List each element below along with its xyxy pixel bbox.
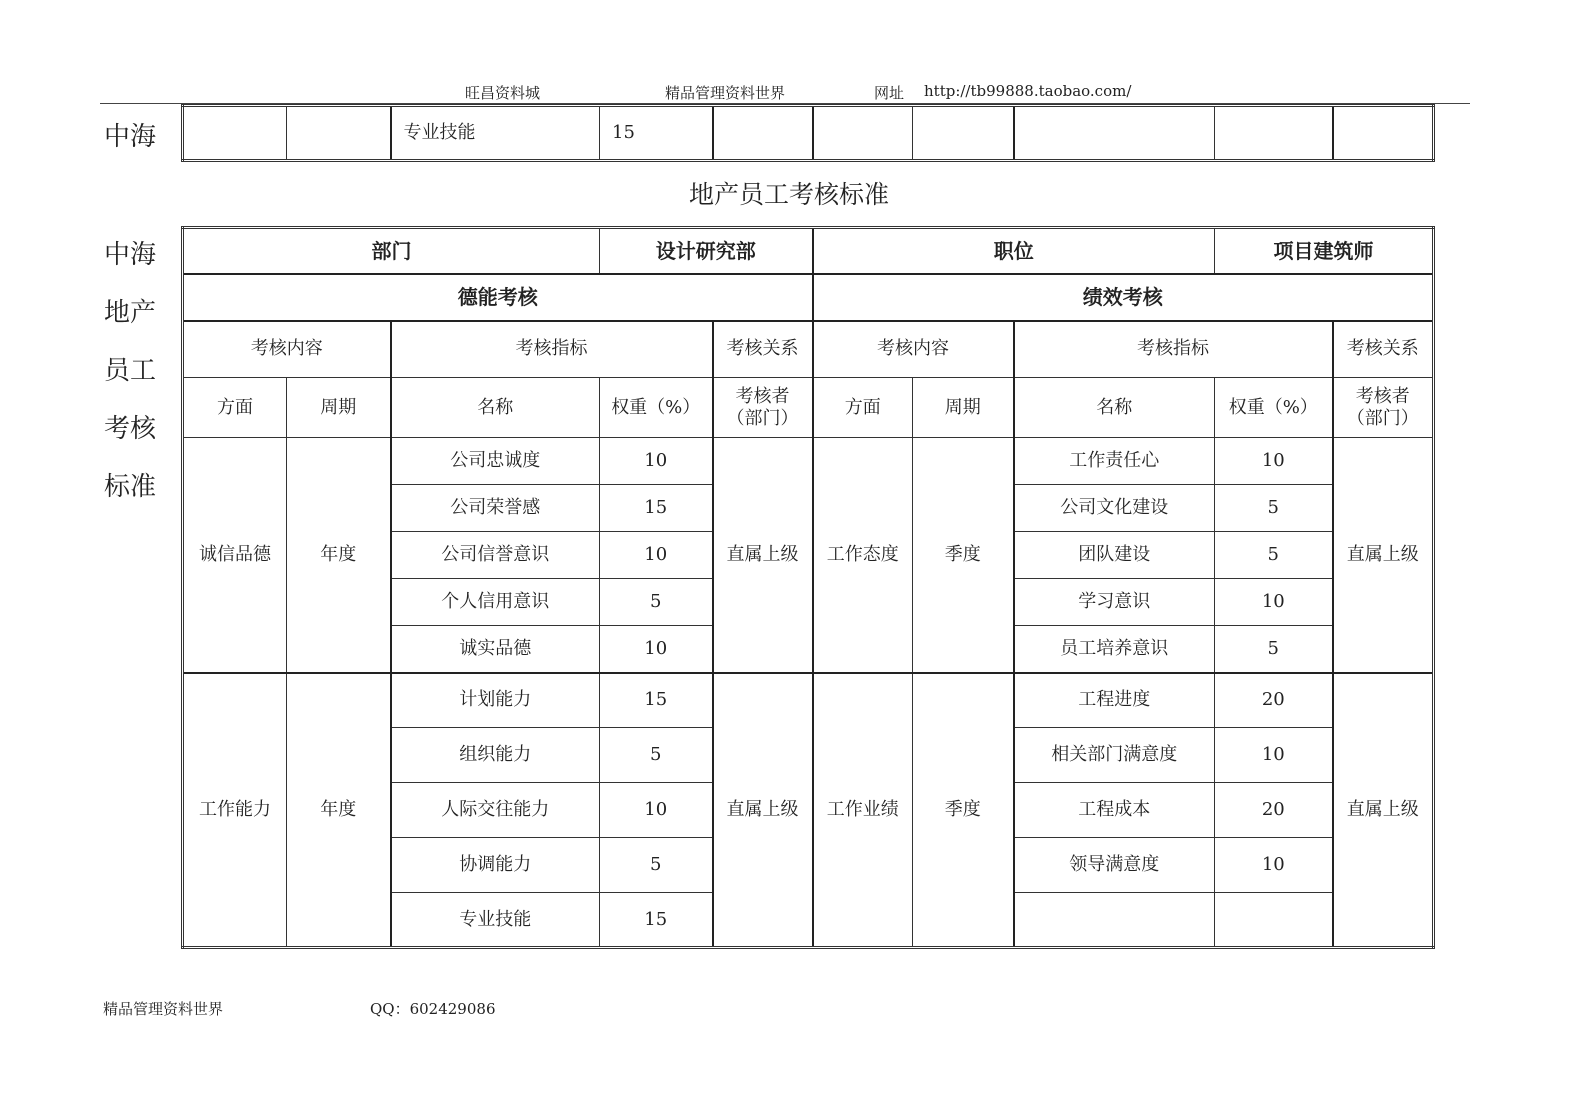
right-item-weight: 10 (1215, 728, 1333, 783)
left-relation-1: 直属上级 (713, 438, 813, 673)
right-period-1: 季度 (913, 438, 1014, 673)
top-cell (913, 106, 1014, 161)
col-aspect-right: 方面 (813, 378, 913, 438)
left-aspect-2: 工作能力 (183, 673, 287, 948)
right-item-name: 团队建设 (1014, 532, 1215, 579)
right-item-weight: 10 (1215, 838, 1333, 893)
right-aspect-1: 工作态度 (813, 438, 913, 673)
top-side-label: 中海 (104, 122, 157, 152)
dept-label: 部门 (183, 228, 600, 274)
left-item-weight: 15 (600, 673, 713, 728)
side-title-char: 标准 (104, 472, 157, 502)
col-name-right: 名称 (1014, 378, 1215, 438)
side-title-char: 员工 (104, 356, 157, 386)
header-url: http://tb99888.taobao.com/ (924, 82, 1132, 100)
left-item-name: 公司荣誉感 (391, 485, 600, 532)
col-weight-right: 权重（%） (1215, 378, 1333, 438)
header-url-label: 网址 (874, 84, 905, 102)
col-indicator-left: 考核指标 (391, 321, 713, 378)
left-item-name: 计划能力 (391, 673, 600, 728)
footer-world: 精品管理资料世界 (103, 1000, 224, 1018)
left-item-name: 诚实品德 (391, 626, 600, 673)
side-title-char: 中海 (104, 240, 157, 270)
left-item-weight: 15 (600, 485, 713, 532)
right-item-weight: 10 (1215, 579, 1333, 626)
top-cell (1333, 106, 1434, 161)
left-item-weight: 5 (600, 838, 713, 893)
left-item-weight: 10 (600, 783, 713, 838)
position-label: 职位 (813, 228, 1215, 274)
right-relation-1: 直属上级 (1333, 438, 1434, 673)
left-item-weight: 5 (600, 579, 713, 626)
page-title: 地产员工考核标准 (688, 180, 889, 209)
right-item-weight (1215, 893, 1333, 948)
right-item-weight: 5 (1215, 532, 1333, 579)
col-content-left: 考核内容 (183, 321, 391, 378)
position-value: 项目建筑师 (1215, 228, 1434, 274)
assessment-table (181, 226, 1435, 949)
col-aspect-left: 方面 (183, 378, 287, 438)
right-section-title: 绩效考核 (813, 274, 1434, 321)
col-relation-left: 考核关系 (713, 321, 813, 378)
left-item-weight: 10 (600, 438, 713, 485)
left-item-name: 协调能力 (391, 838, 600, 893)
col-weight-left: 权重（%） (600, 378, 713, 438)
left-item-name: 公司忠诚度 (391, 438, 600, 485)
left-item-weight: 10 (600, 532, 713, 579)
left-aspect-1: 诚信品德 (183, 438, 287, 673)
left-item-name: 个人信用意识 (391, 579, 600, 626)
top-cell (287, 106, 391, 161)
right-relation-2: 直属上级 (1333, 673, 1434, 948)
right-item-name: 公司文化建设 (1014, 485, 1215, 532)
top-cell (713, 106, 813, 161)
left-period-2: 年度 (287, 673, 391, 948)
col-assessor-left: 考核者（部门） (713, 378, 813, 438)
right-item-name: 工程进度 (1014, 673, 1215, 728)
left-item-weight: 15 (600, 893, 713, 948)
top-fragment-table (181, 104, 1435, 162)
right-item-weight: 10 (1215, 438, 1333, 485)
left-item-weight: 5 (600, 728, 713, 783)
right-item-name: 相关部门满意度 (1014, 728, 1215, 783)
right-item-name: 工作责任心 (1014, 438, 1215, 485)
side-title-char: 地产 (104, 298, 157, 328)
right-item-weight: 5 (1215, 485, 1333, 532)
top-item-name: 专业技能 (391, 106, 600, 161)
right-item-name (1014, 893, 1215, 948)
col-assessor-right: 考核者（部门） (1333, 378, 1434, 438)
top-cell (183, 106, 287, 161)
left-period-1: 年度 (287, 438, 391, 673)
right-item-name: 员工培养意识 (1014, 626, 1215, 673)
top-cell (1014, 106, 1215, 161)
left-item-name: 专业技能 (391, 893, 600, 948)
col-name-left: 名称 (391, 378, 600, 438)
header-world: 精品管理资料世界 (665, 84, 786, 102)
top-item-weight: 15 (600, 106, 713, 161)
col-period-left: 周期 (287, 378, 391, 438)
right-item-name: 学习意识 (1014, 579, 1215, 626)
right-item-weight: 20 (1215, 673, 1333, 728)
right-period-2: 季度 (913, 673, 1014, 948)
right-aspect-2: 工作业绩 (813, 673, 913, 948)
col-period-right: 周期 (913, 378, 1014, 438)
col-content-right: 考核内容 (813, 321, 1014, 378)
right-item-weight: 20 (1215, 783, 1333, 838)
col-indicator-right: 考核指标 (1014, 321, 1333, 378)
dept-value: 设计研究部 (600, 228, 813, 274)
header-shop-name: 旺昌资料城 (465, 84, 541, 102)
left-section-title: 德能考核 (183, 274, 813, 321)
left-relation-2: 直属上级 (713, 673, 813, 948)
left-item-name: 人际交往能力 (391, 783, 600, 838)
footer-qq: QQ：602429086 (370, 1000, 496, 1018)
right-item-weight: 5 (1215, 626, 1333, 673)
left-item-name: 公司信誉意识 (391, 532, 600, 579)
top-cell (1215, 106, 1333, 161)
top-cell (813, 106, 913, 161)
right-item-name: 领导满意度 (1014, 838, 1215, 893)
left-item-weight: 10 (600, 626, 713, 673)
side-title-char: 考核 (104, 414, 157, 444)
left-item-name: 组织能力 (391, 728, 600, 783)
col-relation-right: 考核关系 (1333, 321, 1434, 378)
right-item-name: 工程成本 (1014, 783, 1215, 838)
